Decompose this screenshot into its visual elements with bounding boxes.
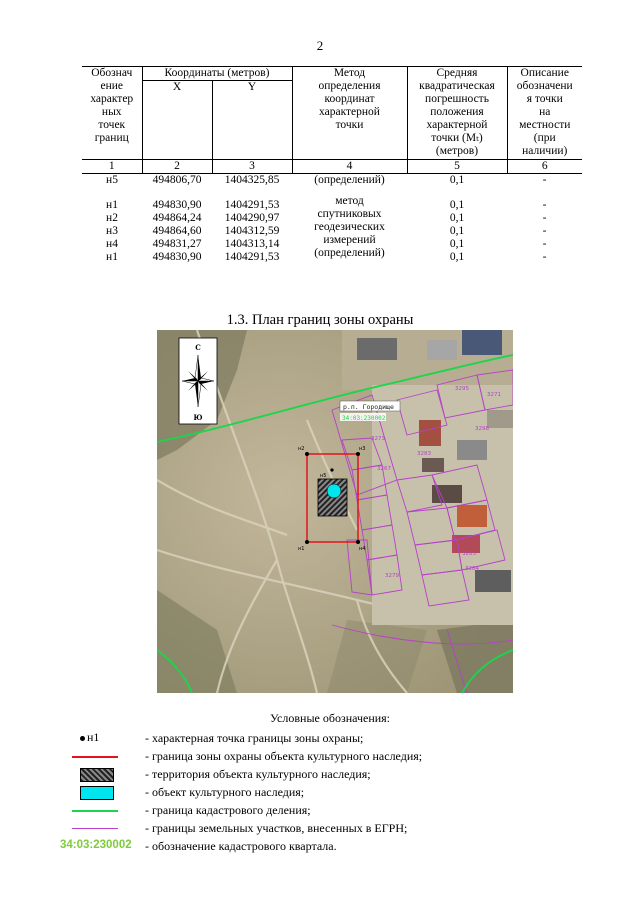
legend-item: - граница кадастрового деления;	[0, 802, 640, 820]
building	[357, 338, 397, 360]
table-row: н4 494831,27 1404313,14 0,1 -	[106, 238, 547, 250]
boundary-map	[157, 330, 513, 693]
purple-line-icon	[72, 828, 118, 829]
compass-south-label: Ю	[193, 413, 203, 422]
parcel-label: 3285	[462, 551, 476, 557]
table-header-row-1	[82, 67, 582, 81]
header-description: Описание обозначени я точки на местности (при наличии)	[507, 67, 582, 160]
table-row: н3 494864,60 1404312,59 0,1 -	[106, 225, 547, 237]
legend-item: 34:03:230002 - обозначение кадастрового квартала.	[60, 839, 337, 853]
building	[457, 505, 487, 527]
cadastral-quarter-symbol: 34:03:230002	[60, 839, 132, 851]
heritage-object	[327, 484, 341, 498]
header-point-name: Обознач ение характер ных точек границ	[82, 67, 142, 160]
parcel-label: 3273	[371, 436, 385, 442]
node-label: н2	[298, 446, 305, 452]
parcel-label: 3284	[465, 566, 479, 572]
table-row: н5 494806,70 1404325,85 (определений) 0,1 -	[106, 174, 547, 186]
table-row: н1 494830,90 1404291,53 метод спутниковых геодезических измерений (определений) 0,1 -	[82, 187, 582, 212]
node-symbol: н1	[80, 730, 99, 745]
header-error: Средняя квадратическая погрешность положения характерной точки (Mₜ) (метров)	[407, 67, 507, 160]
quarter-label: 34:03:230002	[342, 415, 386, 422]
node-n5	[330, 468, 333, 471]
method-cell: метод спутниковых геодезических измерений (определений)	[314, 195, 385, 259]
node-n4	[356, 540, 360, 544]
building	[487, 410, 513, 428]
table-col-numbers: 1 2 3 4 5 6	[82, 160, 582, 174]
parcel-label: 3298	[475, 426, 489, 432]
building	[475, 570, 511, 592]
node-n3	[356, 452, 360, 456]
node-dot-icon	[80, 736, 85, 741]
node-label: н4	[359, 546, 366, 552]
header-coordinates: Координаты (метров)	[142, 67, 292, 81]
table-row: н1 494830,90 1404291,53 0,1 -	[106, 251, 547, 263]
legend-item: - границы земельных участков, внесенных в ЕГРН;	[0, 820, 640, 838]
building	[427, 340, 457, 360]
parcel-label: 3267	[377, 466, 391, 472]
building	[462, 330, 502, 355]
parcel-label: 3283	[417, 451, 431, 457]
cyan-swatch-icon	[80, 786, 114, 800]
coordinates-table	[82, 66, 582, 264]
parcel-label: 3279	[385, 573, 399, 579]
node-label: н3	[359, 446, 366, 452]
table-row: н2 494864,24 1404290,97 0,1 -	[106, 212, 547, 224]
legend-item: - объект культурного наследия;	[0, 784, 640, 802]
parcel-label: 3295	[455, 386, 469, 392]
page-number: 2	[316, 38, 324, 53]
legend-item: н1 - характерная точка границы зоны охраны;	[0, 730, 640, 748]
node-label: н1	[298, 546, 305, 552]
building	[422, 458, 444, 472]
hatch-swatch-icon	[80, 768, 114, 782]
red-line-icon	[72, 756, 118, 758]
legend-title: Условные обозначения:	[270, 711, 391, 725]
parcel-label: 3271	[487, 392, 501, 398]
building	[419, 420, 441, 446]
section-title: 1.3. План границ зоны охраны	[226, 312, 414, 328]
header-x: X	[142, 81, 212, 160]
node-n1	[305, 540, 309, 544]
compass-rose	[179, 338, 217, 424]
green-line-icon	[72, 810, 118, 812]
legend-item: - граница зоны охраны объекта культурного наследия;	[0, 748, 640, 766]
compass-north-label: С	[195, 343, 201, 352]
settlement-label: р.п. Городище	[343, 403, 394, 411]
header-y: Y	[212, 81, 292, 160]
header-method: Метод определения координат характерной точки	[292, 67, 407, 160]
legend-item: - территория объекта культурного наследия;	[0, 766, 640, 784]
node-label: н5	[320, 473, 327, 479]
building	[457, 440, 487, 460]
node-n2	[305, 452, 309, 456]
